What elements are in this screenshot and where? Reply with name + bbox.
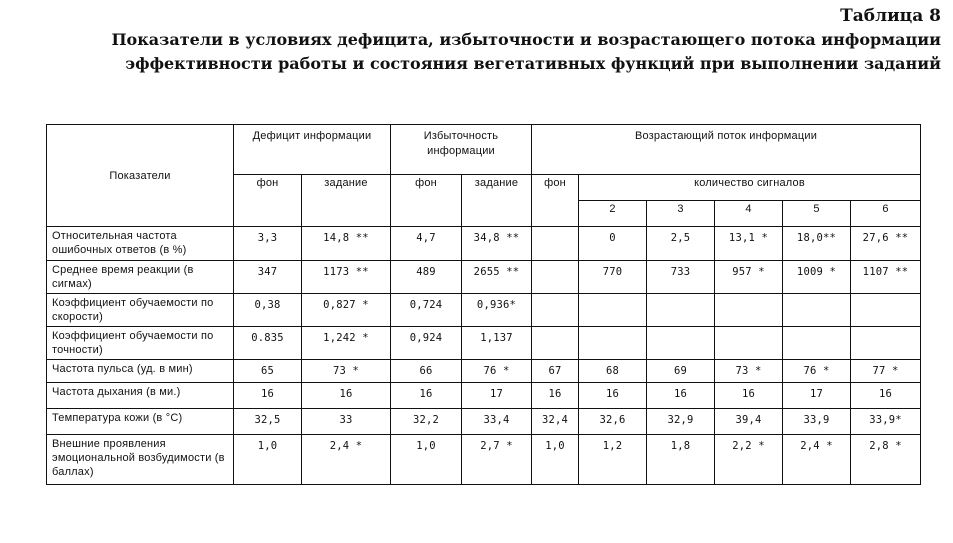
data-cell: 27,6 ** <box>851 227 921 261</box>
table-title-line-1: Показатели в условиях дефицита, избыточности и возрастающего потока информации <box>111 30 941 49</box>
data-cell: 32,4 <box>532 409 579 435</box>
data-cell <box>715 327 783 360</box>
data-cell <box>715 294 783 327</box>
header-signals: количество сигналов <box>579 175 921 201</box>
table-row <box>47 261 921 294</box>
data-cell: 1,242 * <box>302 327 391 360</box>
data-cell: 1,0 <box>234 435 302 485</box>
data-cell: 2,7 * <box>462 435 532 485</box>
data-cell: 1,0 <box>532 435 579 485</box>
header-deficit: Дефицит информации <box>234 125 391 175</box>
header-increasing: Возрастающий поток информации <box>532 125 921 175</box>
data-cell: 16 <box>715 383 783 409</box>
data-cell: 76 * <box>783 360 851 383</box>
header-excess-task: задание <box>462 175 532 227</box>
data-cell <box>532 327 579 360</box>
data-cell: 489 <box>391 261 462 294</box>
data-cell: 0,38 <box>234 294 302 327</box>
table-row <box>47 409 921 435</box>
data-cell: 16 <box>302 383 391 409</box>
data-cell: 65 <box>234 360 302 383</box>
header-deficit-bg: фон <box>234 175 302 227</box>
data-cell: 0,936* <box>462 294 532 327</box>
data-cell: 33,9* <box>851 409 921 435</box>
table-row <box>47 294 921 327</box>
data-cell <box>851 327 921 360</box>
data-cell: 16 <box>647 383 715 409</box>
table-row <box>47 227 921 261</box>
row-label: Внешние проявления эмоциональной возбудимости (в баллах) <box>47 435 234 485</box>
header-signal-count: 6 <box>851 201 921 227</box>
data-cell <box>647 327 715 360</box>
data-cell: 1,2 <box>579 435 647 485</box>
data-cell: 14,8 ** <box>302 227 391 261</box>
data-cell: 67 <box>532 360 579 383</box>
data-cell: 16 <box>234 383 302 409</box>
data-cell: 33,4 <box>462 409 532 435</box>
data-cell: 73 * <box>715 360 783 383</box>
data-cell: 733 <box>647 261 715 294</box>
data-cell: 2,2 * <box>715 435 783 485</box>
data-cell: 76 * <box>462 360 532 383</box>
row-label: Частота пульса (уд. в мин) <box>47 360 234 383</box>
data-cell: 2,4 * <box>783 435 851 485</box>
data-cell: 33,9 <box>783 409 851 435</box>
data-cell <box>851 294 921 327</box>
data-cell: 17 <box>783 383 851 409</box>
data-cell: 68 <box>579 360 647 383</box>
header-signal-count: 4 <box>715 201 783 227</box>
data-cell: 1,8 <box>647 435 715 485</box>
data-cell: 73 * <box>302 360 391 383</box>
data-cell: 1009 * <box>783 261 851 294</box>
data-cell <box>532 294 579 327</box>
data-cell: 32,2 <box>391 409 462 435</box>
data-cell: 16 <box>391 383 462 409</box>
data-cell <box>647 294 715 327</box>
data-cell: 0 <box>579 227 647 261</box>
data-cell: 0,827 * <box>302 294 391 327</box>
table-row <box>47 383 921 409</box>
data-cell: 770 <box>579 261 647 294</box>
data-cell <box>532 227 579 261</box>
header-indicators: Показатели <box>47 125 234 227</box>
header-signal-count: 5 <box>783 201 851 227</box>
header-excess: Избыточность информации <box>391 125 532 175</box>
data-cell <box>783 294 851 327</box>
data-cell: 34,8 ** <box>462 227 532 261</box>
table-title-line-2: эффективности работы и состояния вегетативных функций при выполнении заданий <box>125 54 941 73</box>
data-cell <box>579 294 647 327</box>
data-cell: 18,0** <box>783 227 851 261</box>
data-cell: 77 * <box>851 360 921 383</box>
data-cell: 1173 ** <box>302 261 391 294</box>
data-cell: 0.835 <box>234 327 302 360</box>
data-cell: 1107 ** <box>851 261 921 294</box>
data-cell: 32,9 <box>647 409 715 435</box>
row-label: Среднее время реакции (в сигмах) <box>47 261 234 294</box>
header-deficit-task: задание <box>302 175 391 227</box>
data-cell: 16 <box>851 383 921 409</box>
data-cell: 66 <box>391 360 462 383</box>
data-cell: 1,137 <box>462 327 532 360</box>
data-cell: 39,4 <box>715 409 783 435</box>
data-cell <box>579 327 647 360</box>
data-cell: 0,924 <box>391 327 462 360</box>
data-cell: 2,5 <box>647 227 715 261</box>
data-cell: 33 <box>302 409 391 435</box>
row-label: Коэффициент обучаемости по точности) <box>47 327 234 360</box>
row-label: Коэффициент обучаемости по скорости) <box>47 294 234 327</box>
data-cell: 2,8 * <box>851 435 921 485</box>
data-cell <box>783 327 851 360</box>
data-cell: 32,5 <box>234 409 302 435</box>
header-signal-count: 3 <box>647 201 715 227</box>
data-cell: 1,0 <box>391 435 462 485</box>
data-cell: 4,7 <box>391 227 462 261</box>
data-cell: 69 <box>647 360 715 383</box>
header-excess-bg: фон <box>391 175 462 227</box>
data-cell: 32,6 <box>579 409 647 435</box>
data-cell: 2,4 * <box>302 435 391 485</box>
data-cell: 16 <box>532 383 579 409</box>
row-label: Относительная частота ошибочных ответов (в %) <box>47 227 234 261</box>
table-row <box>47 327 921 360</box>
table-caption: Таблица 8 <box>840 6 941 26</box>
data-cell: 3,3 <box>234 227 302 261</box>
data-cell: 957 * <box>715 261 783 294</box>
header-increasing-bg: фон <box>532 175 579 227</box>
data-cell: 0,724 <box>391 294 462 327</box>
row-label: Температура кожи (в °С) <box>47 409 234 435</box>
data-cell: 347 <box>234 261 302 294</box>
data-cell: 13,1 * <box>715 227 783 261</box>
data-cell: 2655 ** <box>462 261 532 294</box>
data-cell: 17 <box>462 383 532 409</box>
row-label: Частота дыхания (в ми.) <box>47 383 234 409</box>
indicators-table <box>46 124 921 485</box>
data-cell: 16 <box>579 383 647 409</box>
header-signal-count: 2 <box>579 201 647 227</box>
table-row <box>47 435 921 485</box>
data-cell <box>532 261 579 294</box>
table-row <box>47 360 921 383</box>
